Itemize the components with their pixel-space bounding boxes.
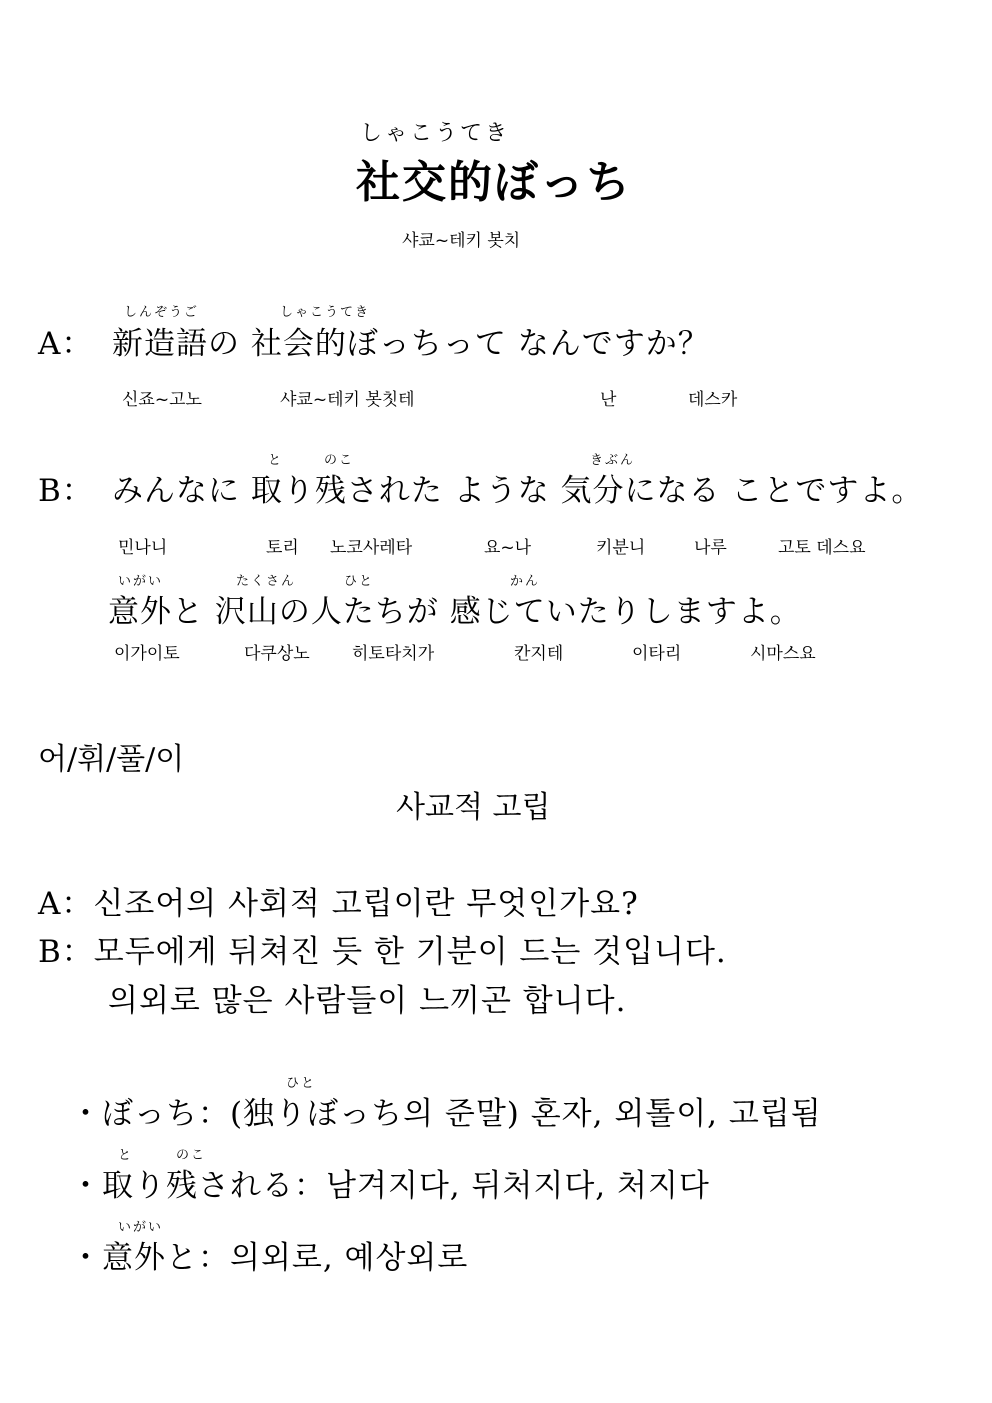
vocab-item-2: ・取り残される：남겨지다, 뒤처지다, 처지다	[70, 1168, 710, 1204]
dialogue-b2-reading-6: 시마스요	[750, 644, 816, 664]
dialogue-b2-text: 意外と 沢山の人たちが 感じていたりしますよ。	[108, 594, 802, 630]
title-ruby: しゃこうてき	[360, 121, 511, 146]
title-korean-reading: 샤쿄~테키 봇치	[402, 231, 521, 251]
dialogue-b2-ruby-1: いがい	[118, 574, 164, 589]
vocab-3-ruby: いがい	[118, 1220, 164, 1235]
vocab-2-ruby-1: と	[118, 1148, 134, 1163]
dialogue-a-ruby-1: しんぞうご	[124, 305, 200, 320]
dialogue-b-ruby-1: と	[268, 453, 284, 468]
dialogue-b-reading-6: 나루	[694, 538, 727, 558]
vocab-item-3: ・意外と：의외로, 예상외로	[70, 1240, 469, 1276]
vocab-item-1: ・ぼっち：(独りぼっち의 준말) 혼자, 외톨이, 고립됨	[70, 1096, 822, 1132]
dialogue-b2-reading-2: 다쿠상노	[244, 644, 310, 664]
dialogue-a-reading-4: 데스카	[688, 390, 738, 410]
dialogue-b-reading-7: 고토 데스요	[778, 538, 866, 558]
dialogue-a-reading-2: 샤쿄~테키 봇칫테	[280, 390, 415, 410]
dialogue-b2-reading-1: 이가이토	[114, 644, 180, 664]
vocab-2-ruby-2: のこ	[176, 1148, 207, 1163]
dialogue-a-ruby-2: しゃこうてき	[280, 305, 371, 320]
dialogue-b2-reading-5: 이타리	[632, 644, 682, 664]
dialogue-b2-reading-3: 히토타치가	[352, 644, 435, 664]
dialogue-b-reading-5: 키분니	[596, 538, 646, 558]
translation-b2: 의외로 많은 사람들이 느끼곤 합니다.	[108, 983, 627, 1019]
page-title: 社交的ぼっち	[356, 157, 632, 208]
dialogue-b-ruby-3: きぶん	[590, 453, 636, 468]
translation-a: A：신조어의 사회적 고립이란 무엇인가요?	[38, 886, 639, 922]
dialogue-b-reading-3: 노코사레타	[330, 538, 413, 558]
dialogue-b-speaker: B：	[38, 473, 94, 509]
translation-title: 사교적 고립	[396, 790, 551, 825]
vocab-heading: 어/휘/풀/이	[38, 742, 185, 777]
dialogue-b2-ruby-4: かん	[510, 574, 541, 589]
dialogue-b2-ruby-3: ひと	[344, 574, 375, 589]
dialogue-a-reading-1: 신죠~고노	[122, 390, 202, 410]
dialogue-b-text: みんなに 取り残された ような 気分になる ことですよ。	[112, 473, 924, 509]
dialogue-a-speaker: A：	[38, 326, 94, 362]
dialogue-a-text: 新造語の 社会的ぼっちって なんですか？	[112, 326, 710, 362]
dialogue-b-reading-2: 토리	[266, 538, 299, 558]
dialogue-b-ruby-2: のこ	[324, 453, 355, 468]
dialogue-a-reading-3: 난	[600, 390, 617, 410]
dialogue-b-reading-1: 민나니	[118, 538, 168, 558]
translation-b: B：모두에게 뒤쳐진 듯 한 기분이 드는 것입니다.	[38, 934, 727, 970]
dialogue-b2-ruby-2: たくさん	[236, 574, 297, 589]
dialogue-b-reading-4: 요~나	[484, 538, 532, 558]
dialogue-b2-reading-4: 칸지테	[514, 644, 564, 664]
vocab-1-ruby: ひと	[286, 1076, 317, 1091]
